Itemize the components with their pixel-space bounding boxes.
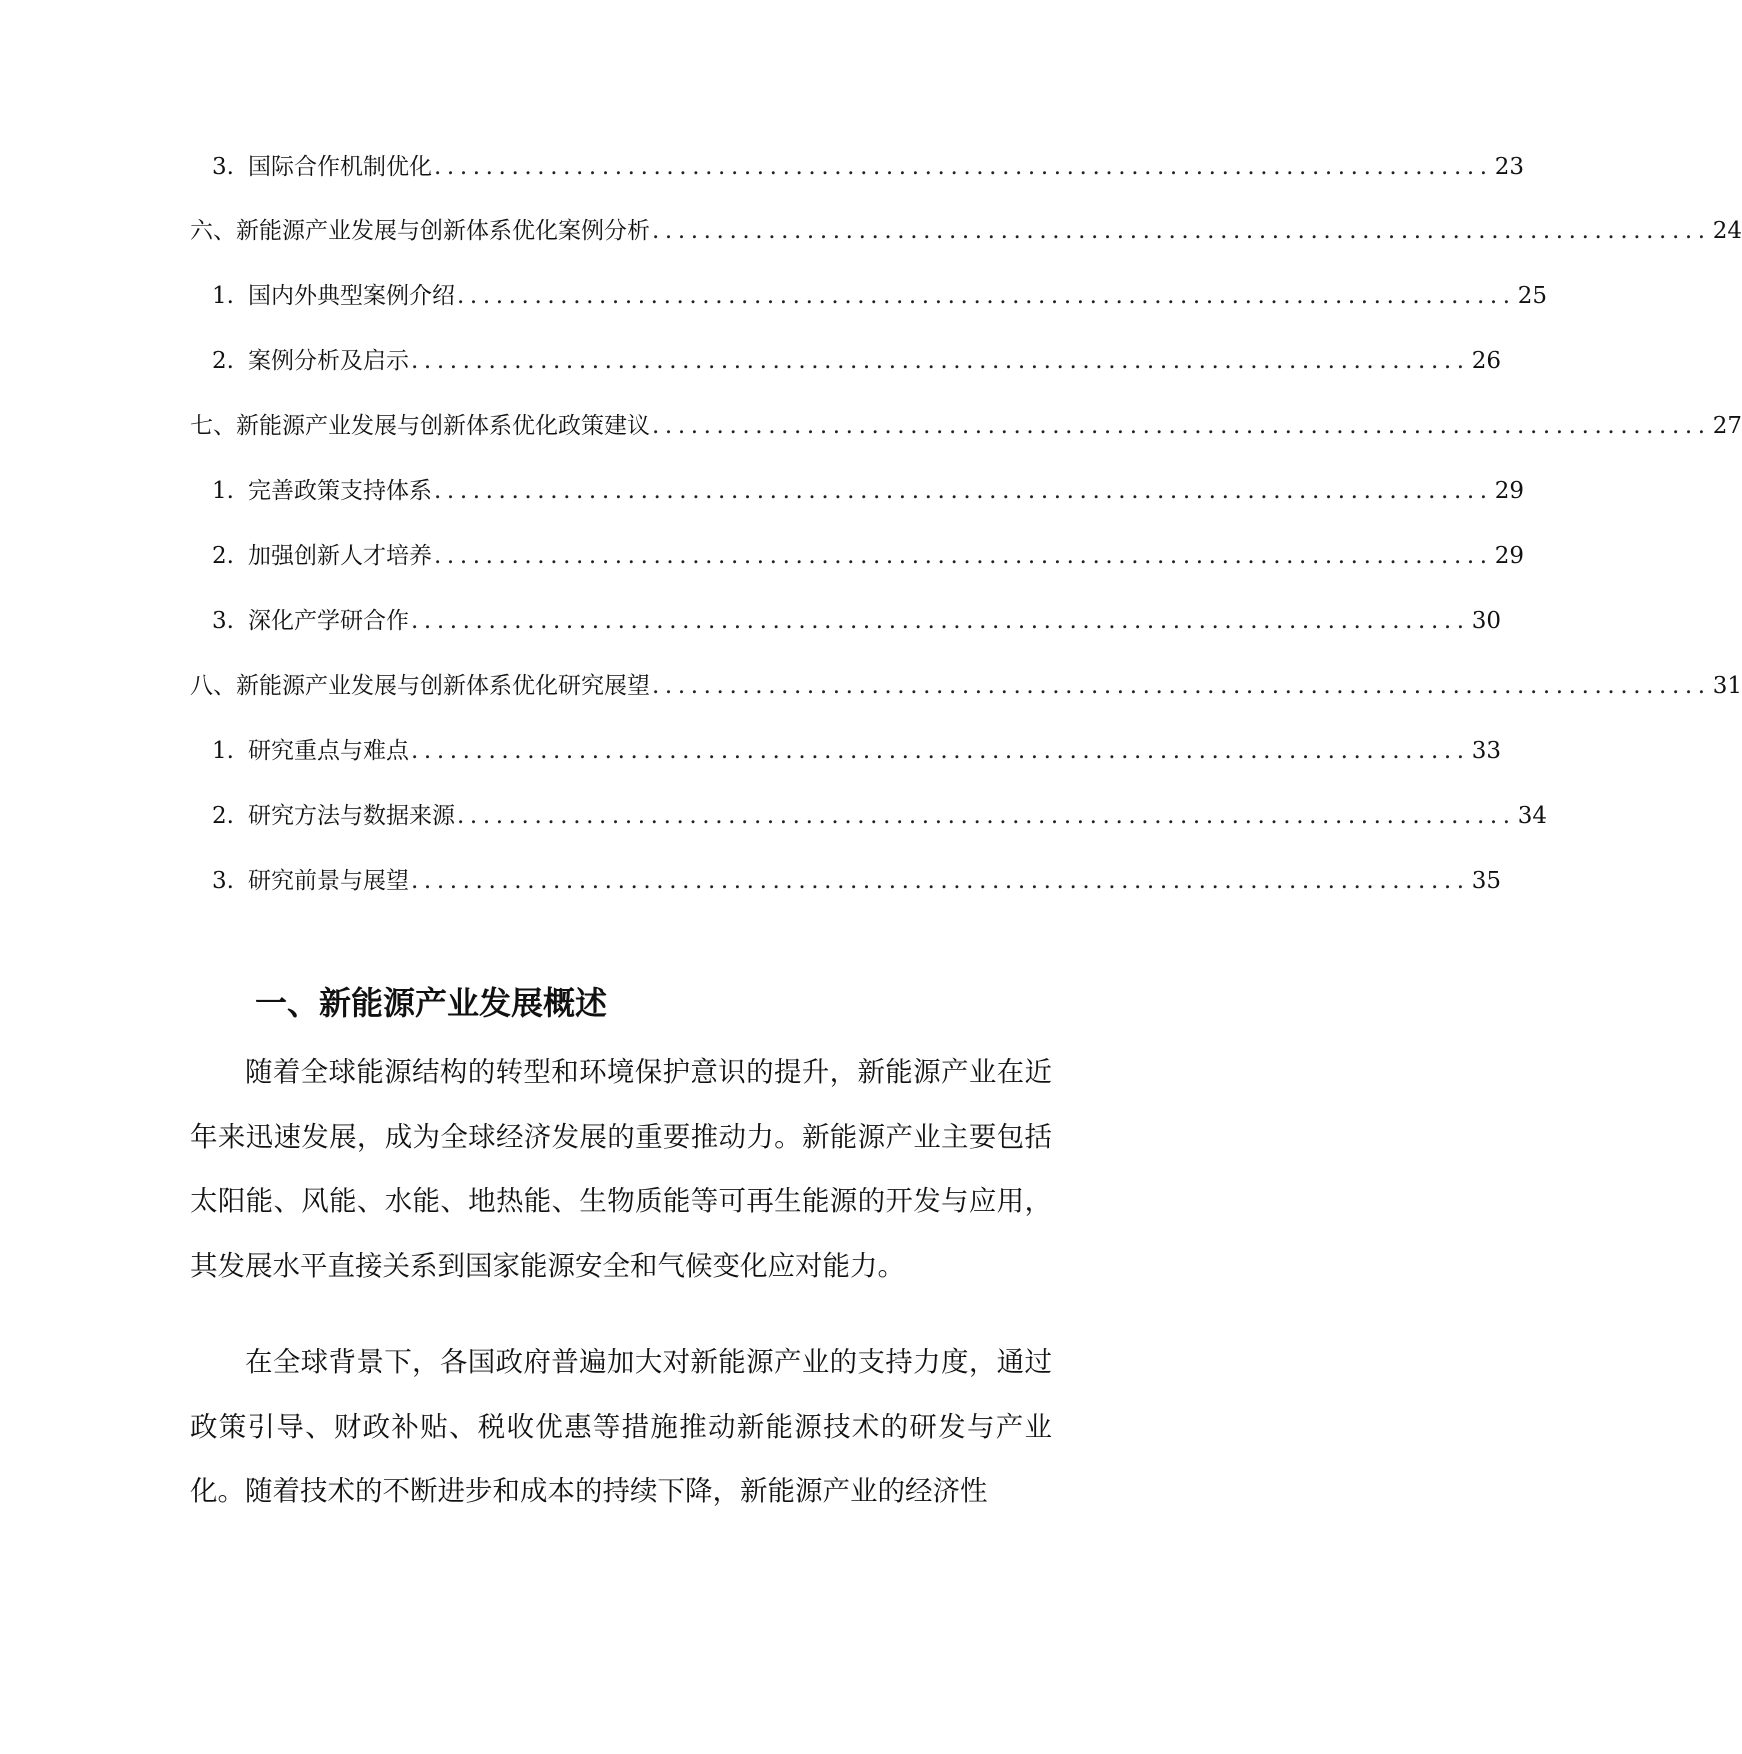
- toc-entry-number: 1.: [212, 738, 234, 764]
- toc-dot-leader: ..................................................................................: [411, 348, 1470, 374]
- toc-entry-page: 31: [1712, 673, 1742, 699]
- toc-entry[interactable]: [190, 411, 1742, 441]
- toc-entry-title: 国内外典型案例介绍: [248, 283, 455, 309]
- toc-entry-title: 研究方法与数据来源: [248, 803, 455, 829]
- toc-dot-leader: ..................................................................................: [652, 673, 1711, 699]
- toc-entry-title: 国际合作机制优化: [248, 154, 432, 180]
- toc-entry-page: 29: [1494, 543, 1524, 569]
- toc-entry[interactable]: [190, 216, 1742, 246]
- toc-entry-number: 3.: [212, 608, 234, 634]
- toc-entry-page: 34: [1517, 803, 1547, 829]
- toc-entry-page: 23: [1494, 154, 1524, 180]
- toc-entry-page: 24: [1712, 218, 1742, 244]
- body-paragraph: 随着全球能源结构的转型和环境保护意识的提升，新能源产业在近年来迅速发展，成为全球经济发展的重要推动力。新能源产业主要包括太阳能、风能、水能、地热能、生物质能等可再生能源的开发与应用，其发展水平直接关系到国家能源安全和气候变化应对能力。: [190, 1056, 1052, 1282]
- toc-entry-title: 八、新能源产业发展与创新体系优化研究展望: [190, 673, 650, 699]
- toc-entry-page: 25: [1517, 283, 1547, 309]
- toc-entry-title: 深化产学研合作: [248, 608, 409, 634]
- toc-entry-title: 研究重点与难点: [248, 738, 409, 764]
- toc-entry-page: 35: [1471, 868, 1501, 894]
- toc-entry-title: 加强创新人才培养: [248, 543, 432, 569]
- toc-entry-title: 案例分析及启示: [248, 348, 409, 374]
- toc-entry-title: 六、新能源产业发展与创新体系优化案例分析: [190, 218, 650, 244]
- toc-entry-number: 2.: [212, 803, 234, 829]
- toc-entry-number: 2.: [212, 543, 234, 569]
- toc-entry[interactable]: [212, 346, 1501, 376]
- toc-entry-page: 29: [1494, 478, 1524, 504]
- toc-dot-leader: ..................................................................................: [434, 543, 1493, 569]
- toc-entry[interactable]: [212, 866, 1501, 896]
- toc-entry-number: 1.: [212, 283, 234, 309]
- toc-dot-leader: ..................................................................................: [652, 218, 1711, 244]
- toc-entry-number: 2.: [212, 348, 234, 374]
- toc-entry-title: 完善政策支持体系: [248, 478, 432, 504]
- toc-dot-leader: ..................................................................................: [411, 868, 1470, 894]
- body-paragraph: 在全球背景下，各国政府普遍加大对新能源产业的支持力度，通过政策引导、财政补贴、税收优惠等措施推动新能源技术的研发与产业化。随着技术的不断进步和成本的持续下降，新能源产业的经济性: [190, 1346, 1052, 1507]
- toc-entry-title: 七、新能源产业发展与创新体系优化政策建议: [190, 413, 650, 439]
- toc-entry[interactable]: [212, 541, 1524, 571]
- toc-dot-leader: ..................................................................................: [411, 738, 1470, 764]
- toc-entry[interactable]: [212, 281, 1547, 311]
- toc-entry-number: 3.: [212, 154, 234, 180]
- toc-dot-leader: ..................................................................................: [434, 478, 1493, 504]
- toc-entry[interactable]: [212, 801, 1547, 831]
- toc-entry[interactable]: [212, 736, 1501, 766]
- toc-entry[interactable]: [212, 476, 1524, 506]
- toc-entry-page: 33: [1471, 738, 1501, 764]
- toc-entry-page: 26: [1471, 348, 1501, 374]
- toc-dot-leader: ..................................................................................: [411, 608, 1470, 634]
- toc-entry-number: 3.: [212, 868, 234, 894]
- toc-entry[interactable]: [190, 671, 1742, 701]
- toc-entry-title: 研究前景与展望: [248, 868, 409, 894]
- toc-dot-leader: ..................................................................................: [434, 154, 1493, 180]
- toc-entry-number: 1.: [212, 478, 234, 504]
- toc-entry-page: 30: [1471, 608, 1501, 634]
- toc-entry[interactable]: [212, 606, 1501, 636]
- toc-dot-leader: ..................................................................................: [457, 283, 1516, 309]
- toc-dot-leader: ..................................................................................: [652, 413, 1711, 439]
- toc-entry-page: 27: [1712, 413, 1742, 439]
- toc-dot-leader: ..................................................................................: [457, 803, 1516, 829]
- section-heading: 一、新能源产业发展概述: [255, 984, 608, 1023]
- toc-entry[interactable]: [212, 152, 1524, 182]
